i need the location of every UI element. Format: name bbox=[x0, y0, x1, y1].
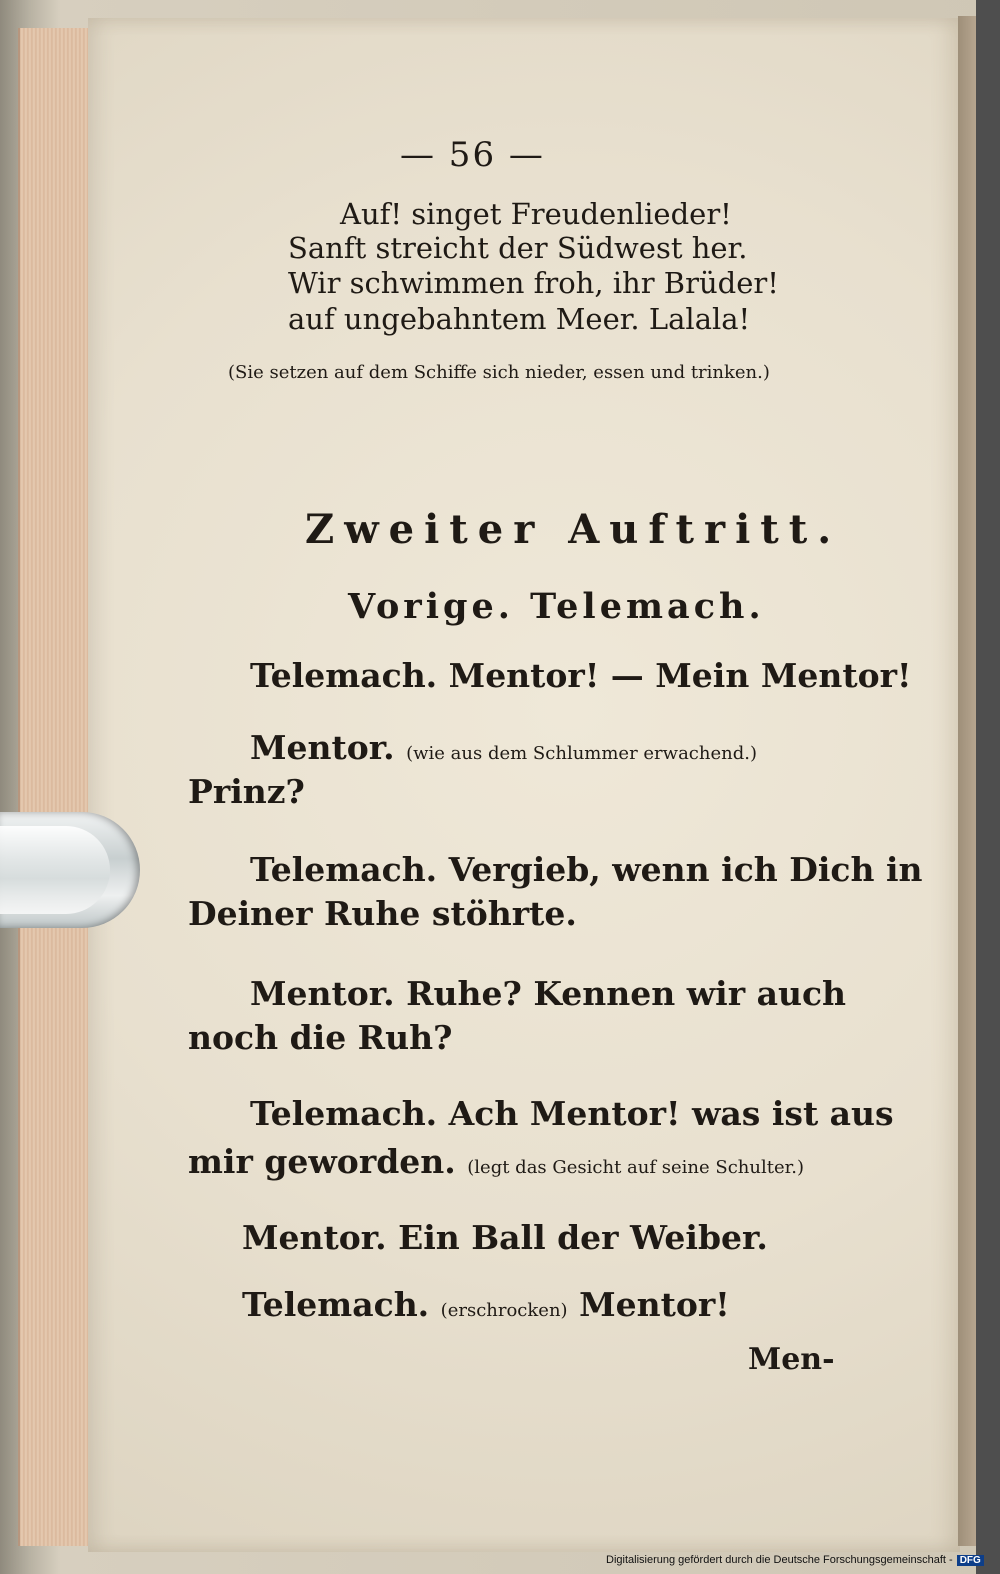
stage-direction-inline: (legt das Gesicht auf seine Schulter.) bbox=[467, 1157, 804, 1178]
dialogue-line-5: Telemach. Ach Mentor! was ist aus bbox=[250, 1094, 894, 1133]
scanner-background-strip bbox=[976, 0, 1000, 1574]
catchword: Men- bbox=[748, 1342, 835, 1377]
dialogue-line-3-continuation: Deiner Ruhe stöhrte. bbox=[188, 894, 577, 933]
dialogue-text: Mentor! bbox=[579, 1285, 730, 1324]
speaker-mentor: Mentor. bbox=[250, 728, 395, 767]
dialogue-text: mir geworden. bbox=[188, 1142, 456, 1181]
book-right-edge bbox=[958, 16, 976, 1546]
page-clip-highlight bbox=[0, 826, 110, 914]
speaker-telemach: Telemach. bbox=[242, 1285, 430, 1324]
dialogue-line-6: Mentor. Ein Ball der Weiber. bbox=[242, 1218, 768, 1257]
song-line-4: auf ungebahntem Meer. Lalala! bbox=[288, 302, 751, 336]
stage-direction: (Sie setzen auf dem Schiffe sich nieder, essen und trinken.) bbox=[228, 362, 770, 383]
dialogue-line-2 bbox=[250, 728, 757, 767]
dialogue-line-1: Telemach. Mentor! — Mein Mentor! bbox=[250, 656, 912, 695]
song-line-2: Sanft streicht der Südwest her. bbox=[288, 231, 748, 265]
dfg-logo: DFG bbox=[957, 1555, 984, 1566]
stage-direction-inline: (erschrocken) bbox=[440, 1300, 568, 1321]
book-page-stack-edge bbox=[18, 28, 93, 1546]
dialogue-line-5-continuation bbox=[188, 1142, 804, 1181]
digitization-footer bbox=[606, 1554, 984, 1566]
song-line-1: Auf! singet Freudenlieder! bbox=[340, 197, 732, 231]
scene-title: Zweiter Auftritt. bbox=[305, 506, 842, 553]
dialogue-line-7 bbox=[242, 1285, 730, 1324]
dialogue-line-4: Mentor. Ruhe? Kennen wir auch bbox=[250, 974, 847, 1013]
page-number: — 56 — bbox=[400, 135, 545, 175]
stage-direction-inline: (wie aus dem Schlummer erwachend.) bbox=[406, 743, 757, 764]
characters-line: Vorige. Telemach. bbox=[348, 586, 765, 627]
dialogue-line-2-continuation: Prinz? bbox=[188, 772, 305, 811]
song-line-3: Wir schwimmen froh, ihr Brüder! bbox=[288, 266, 779, 300]
dialogue-line-4-continuation: noch die Ruh? bbox=[188, 1018, 453, 1057]
dialogue-line-3: Telemach. Vergieb, wenn ich Dich in bbox=[250, 850, 923, 889]
footer-text: Digitalisierung gefördert durch die Deutsche Forschungsgemeinschaft - bbox=[606, 1554, 953, 1566]
